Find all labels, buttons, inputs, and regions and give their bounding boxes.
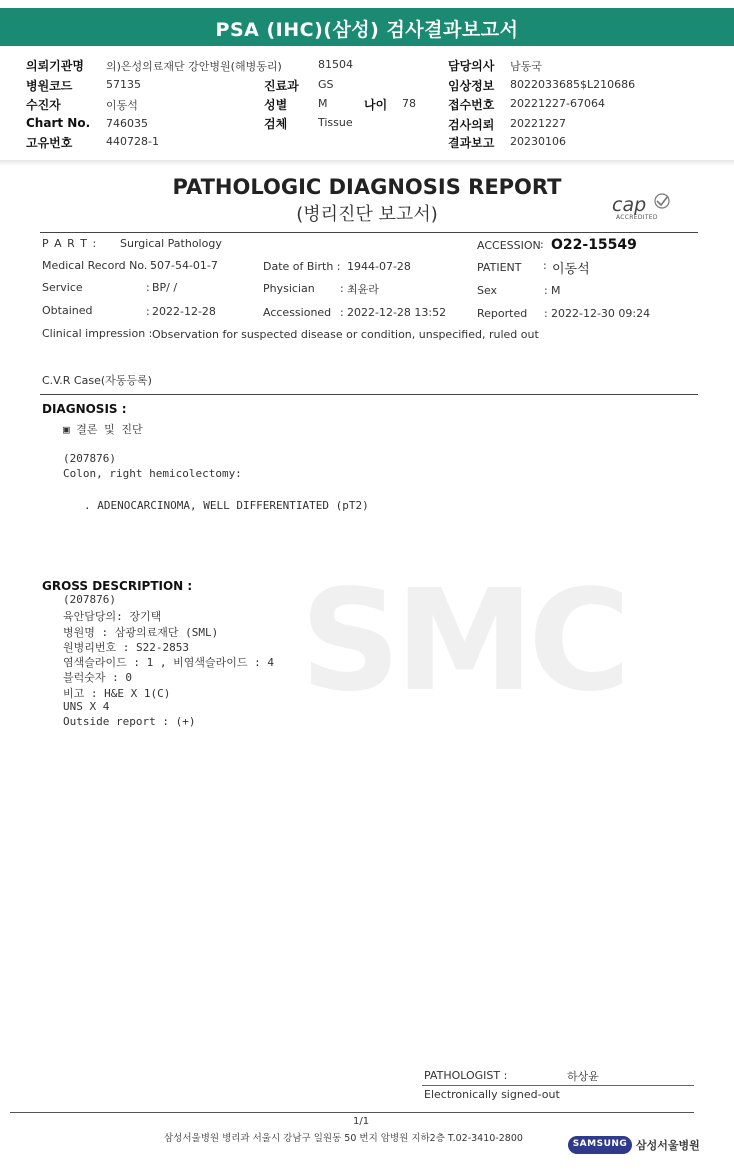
reported-value: 2022-12-30 09:24	[551, 307, 651, 320]
report-subtitle: (병리진단 보고서)	[296, 204, 438, 225]
doctor-value: 남동국	[510, 60, 542, 73]
physician-value: 최윤라	[347, 283, 379, 296]
result-value: 20230106	[510, 135, 566, 148]
gross-line: Outside report : (+)	[63, 715, 196, 729]
diagnosis-id: (207876)	[63, 452, 116, 465]
institution-code: 81504	[318, 58, 353, 71]
specimen-label: 검체	[264, 117, 288, 131]
obtained-value: 2022-12-28	[152, 305, 216, 318]
gross-line: (207876)	[63, 593, 116, 606]
gross-line: 원병리번호 : S22-2853	[63, 640, 189, 654]
obtained-label: Obtained	[42, 304, 93, 317]
specimen-value: Tissue	[318, 116, 353, 129]
unique-value: 440728-1	[106, 135, 159, 148]
sex-label-report: Sex	[477, 284, 498, 297]
unique-label: 고유번호	[26, 136, 73, 150]
clinical-impression-label: Clinical impression :	[42, 327, 153, 340]
cvr-case: C.V.R Case(자동등록)	[42, 374, 152, 387]
physician-label: Physician	[263, 282, 315, 295]
page-title: PSA (IHC)(삼성) 검사결과보고서	[215, 19, 519, 41]
clinical-impression-value: Observation for suspected disease or condition, unspecified, ruled out	[152, 328, 539, 341]
dept-label: 진료과	[264, 79, 299, 93]
chart-value: 746035	[106, 117, 148, 130]
gross-heading: GROSS DESCRIPTION :	[42, 579, 193, 593]
clinical-info-label: 임상정보	[448, 79, 495, 93]
gross-line: 염색슬라이드 : 1 , 비염색슬라이드 : 4	[63, 656, 274, 670]
service-label: Service	[42, 281, 83, 294]
sex-label: 성별	[264, 98, 288, 112]
patient-value: 이동석	[552, 262, 590, 277]
diagnosis-heading: DIAGNOSIS :	[42, 402, 127, 416]
pathologist-value: 하상윤	[567, 1070, 599, 1083]
mrn-label: Medical Record No. :	[42, 259, 155, 272]
recipient-value: 이동석	[106, 99, 138, 112]
footer-rule	[10, 1112, 694, 1113]
gross-line: 병원명 : 삼광의료재단 (SML)	[63, 625, 219, 639]
request-label: 검사의뢰	[448, 118, 495, 132]
sex-value-report: M	[551, 284, 561, 297]
age-value: 78	[402, 97, 416, 110]
accession-value: O22-15549	[551, 237, 637, 253]
doctor-label: 담당의사	[448, 59, 495, 73]
receipt-value: 20221227-67064	[510, 97, 605, 110]
dob-value: 1944-07-28	[347, 260, 411, 273]
service-value: BP/ /	[152, 281, 178, 294]
part-label: P A R T :	[42, 237, 98, 250]
hospital-logo-text: 삼성서울병원	[636, 1139, 700, 1152]
age-label: 나이	[364, 98, 388, 112]
samsung-logo-text: SAMSUNG	[572, 1139, 628, 1149]
gross-line: 비고 : H&E X 1(C)	[63, 686, 171, 700]
reported-label: Reported	[477, 307, 528, 320]
institution-label: 의뢰기관명	[26, 59, 84, 73]
gross-line: 블럭숫자 : 0	[63, 671, 132, 685]
diagnosis-subheading: ▣ 결론 및 진단	[63, 423, 143, 436]
cap-accredited-logo	[610, 190, 676, 224]
dob-label: Date of Birth :	[263, 260, 341, 273]
diagnosis-result: . ADENOCARCINOMA, WELL DIFFERENTIATED (pT2)	[84, 499, 369, 512]
diagnosis-site: Colon, right hemicolectomy:	[63, 467, 242, 480]
cvr-rule	[40, 394, 698, 395]
gross-lines	[63, 593, 274, 731]
chart-label: Chart No.	[26, 116, 91, 130]
patient-label: PATIENT	[477, 261, 522, 274]
page-number: 1/1	[353, 1116, 370, 1127]
part-value: Surgical Pathology	[120, 237, 222, 250]
hospital-code-value: 57135	[106, 78, 141, 91]
background-watermark: SMC	[300, 560, 625, 723]
dept-value: GS	[318, 78, 334, 91]
sex-value: M	[318, 97, 328, 110]
request-value: 20221227	[510, 117, 566, 130]
receipt-label: 접수번호	[448, 98, 495, 112]
cap-accredited-text: ACCREDITED	[616, 214, 658, 221]
mrn-value: 507-54-01-7	[150, 259, 218, 272]
hospital-code-label: 병원코드	[26, 79, 73, 93]
header-separator	[0, 160, 734, 166]
report-title: PATHOLOGIC DIAGNOSIS REPORT	[172, 175, 562, 199]
title-bar	[0, 8, 734, 46]
footer-address: 삼성서울병원 병리과 서울시 강남구 일원동 50 번지 암병원 지하2층 T.02-3410-2800	[164, 1133, 523, 1144]
accessioned-value: 2022-12-28 13:52	[347, 306, 447, 319]
gross-line: UNS X 4	[63, 700, 110, 714]
recipient-label: 수진자	[26, 98, 61, 112]
cap-logo-text: cap	[612, 194, 647, 216]
report-top-rule	[40, 232, 698, 233]
institution-value: 의)은성의료재단 강안병원(해병동리)	[106, 60, 282, 73]
clinical-info-value: 8022033685$L210686	[510, 78, 636, 91]
pathologist-rule	[422, 1085, 694, 1086]
accessioned-label: Accessioned	[263, 306, 332, 319]
accession-label: ACCESSION	[477, 239, 541, 252]
gross-line: 육안담당의: 장기택	[63, 610, 162, 624]
result-label: 결과보고	[448, 136, 495, 150]
signed-out: Electronically signed-out	[424, 1088, 560, 1101]
pathologist-label: PATHOLOGIST :	[424, 1069, 508, 1082]
samsung-logo	[568, 1136, 632, 1154]
